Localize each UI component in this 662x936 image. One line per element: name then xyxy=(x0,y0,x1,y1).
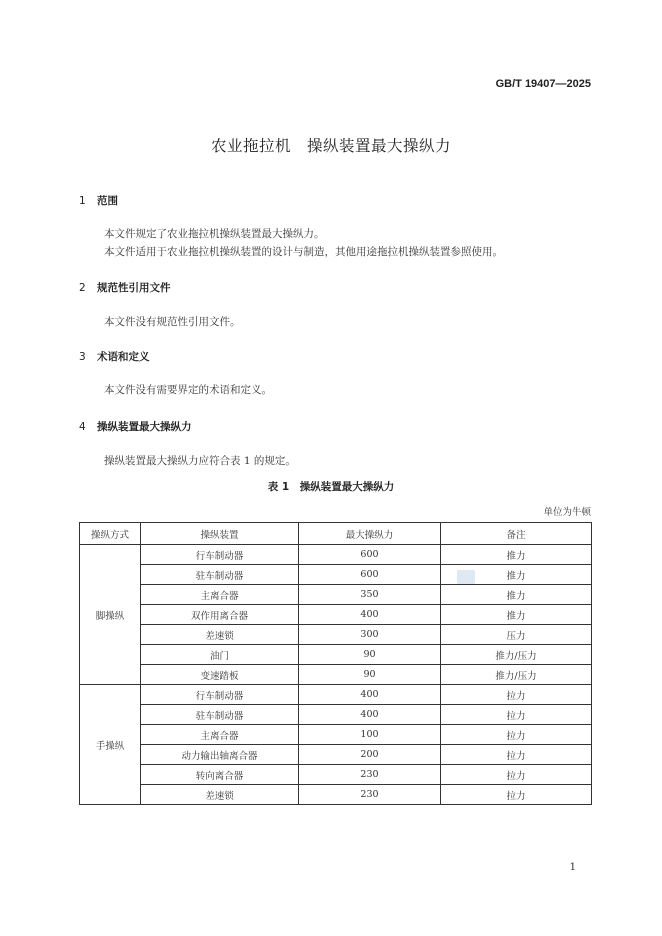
page-number: 1 xyxy=(569,862,576,873)
section-2-paragraph-1: 本文件没有规范性引用文件。 xyxy=(104,316,241,328)
remark-cell: 压力 xyxy=(441,625,592,645)
section-title: 规范性引用文件 xyxy=(97,282,171,294)
table-row xyxy=(80,645,592,665)
device-cell: 差速锁 xyxy=(141,785,299,805)
device-cell: 油门 xyxy=(141,645,299,665)
device-cell: 驻车制动器 xyxy=(141,705,299,725)
force-cell: 90 xyxy=(299,645,441,665)
section-number: 3 xyxy=(79,351,86,363)
device-cell: 转向离合器 xyxy=(141,765,299,785)
remark-cell: 推力 xyxy=(441,585,592,605)
device-cell: 行车制动器 xyxy=(141,685,299,705)
remark-cell: 推力 xyxy=(441,565,592,585)
header-remark: 备注 xyxy=(441,523,592,545)
mode-cell-foot: 脚操纵 xyxy=(80,545,141,685)
section-4-paragraph-1: 操纵装置最大操纵力应符合表 1 的规定。 xyxy=(104,455,296,467)
section-1-paragraph-1: 本文件规定了农业拖拉机操纵装置最大操纵力。 xyxy=(104,228,325,240)
table-row xyxy=(80,585,592,605)
table-row xyxy=(80,765,592,785)
header-max-force: 最大操纵力 xyxy=(299,523,441,545)
force-cell: 600 xyxy=(299,565,441,585)
device-cell: 主离合器 xyxy=(141,725,299,745)
table-row xyxy=(80,605,592,625)
section-number: 2 xyxy=(79,282,86,294)
force-cell: 400 xyxy=(299,685,441,705)
section-title: 范围 xyxy=(97,195,118,207)
table-row xyxy=(80,545,592,565)
device-cell: 驻车制动器 xyxy=(141,565,299,585)
table-row xyxy=(80,685,592,705)
table-row xyxy=(80,625,592,645)
section-1-heading xyxy=(79,193,118,208)
force-cell: 100 xyxy=(299,725,441,745)
section-title: 术语和定义 xyxy=(97,351,150,363)
section-4-heading xyxy=(79,419,192,434)
section-number: 4 xyxy=(79,421,86,433)
device-cell: 主离合器 xyxy=(141,585,299,605)
document-title: 农业拖拉机 操纵装置最大操纵力 xyxy=(210,137,451,155)
remark-cell: 推力/压力 xyxy=(441,645,592,665)
section-2-heading xyxy=(79,280,171,295)
section-number: 1 xyxy=(79,195,86,207)
section-1-paragraph-2: 本文件适用于农业拖拉机操纵装置的设计与制造，其他用途拖拉机操纵装置参照使用。 xyxy=(104,246,503,258)
remark-cell: 推力 xyxy=(441,605,592,625)
remark-cell: 拉力 xyxy=(441,705,592,725)
table-row xyxy=(80,785,592,805)
table-row xyxy=(80,725,592,745)
mode-cell-hand: 手操纵 xyxy=(80,685,141,805)
remark-cell: 推力/压力 xyxy=(441,665,592,685)
device-cell: 差速锁 xyxy=(141,625,299,645)
force-cell: 400 xyxy=(299,605,441,625)
device-cell: 动力输出轴离合器 xyxy=(141,745,299,765)
section-3-paragraph-1: 本文件没有需要界定的术语和定义。 xyxy=(104,384,272,396)
remark-cell: 拉力 xyxy=(441,745,592,765)
force-cell: 400 xyxy=(299,705,441,725)
force-cell: 350 xyxy=(299,585,441,605)
device-cell: 变速踏板 xyxy=(141,665,299,685)
control-force-table xyxy=(79,522,592,805)
table-row xyxy=(80,565,592,585)
watermark-stamp xyxy=(457,570,475,584)
force-cell: 230 xyxy=(299,785,441,805)
table-row xyxy=(80,745,592,765)
force-cell: 600 xyxy=(299,545,441,565)
remark-cell: 推力 xyxy=(441,545,592,565)
device-cell: 双作用离合器 xyxy=(141,605,299,625)
table-caption: 表 1 操纵装置最大操纵力 xyxy=(267,481,395,493)
force-cell: 230 xyxy=(299,765,441,785)
section-title: 操纵装置最大操纵力 xyxy=(97,421,192,433)
force-cell: 90 xyxy=(299,665,441,685)
table-row xyxy=(80,665,592,685)
header-mode: 操纵方式 xyxy=(80,523,141,545)
remark-cell: 拉力 xyxy=(441,785,592,805)
force-cell: 300 xyxy=(299,625,441,645)
remark-cell: 拉力 xyxy=(441,685,592,705)
force-cell: 200 xyxy=(299,745,441,765)
remark-cell: 拉力 xyxy=(441,725,592,745)
header-device: 操纵装置 xyxy=(141,523,299,545)
device-cell: 行车制动器 xyxy=(141,545,299,565)
section-3-heading xyxy=(79,349,150,364)
remark-cell: 拉力 xyxy=(441,765,592,785)
standard-number: GB/T 19407—2025 xyxy=(495,78,591,90)
table-row xyxy=(80,705,592,725)
unit-note: 单位为牛顿 xyxy=(543,507,591,518)
table-header-row xyxy=(80,523,592,545)
